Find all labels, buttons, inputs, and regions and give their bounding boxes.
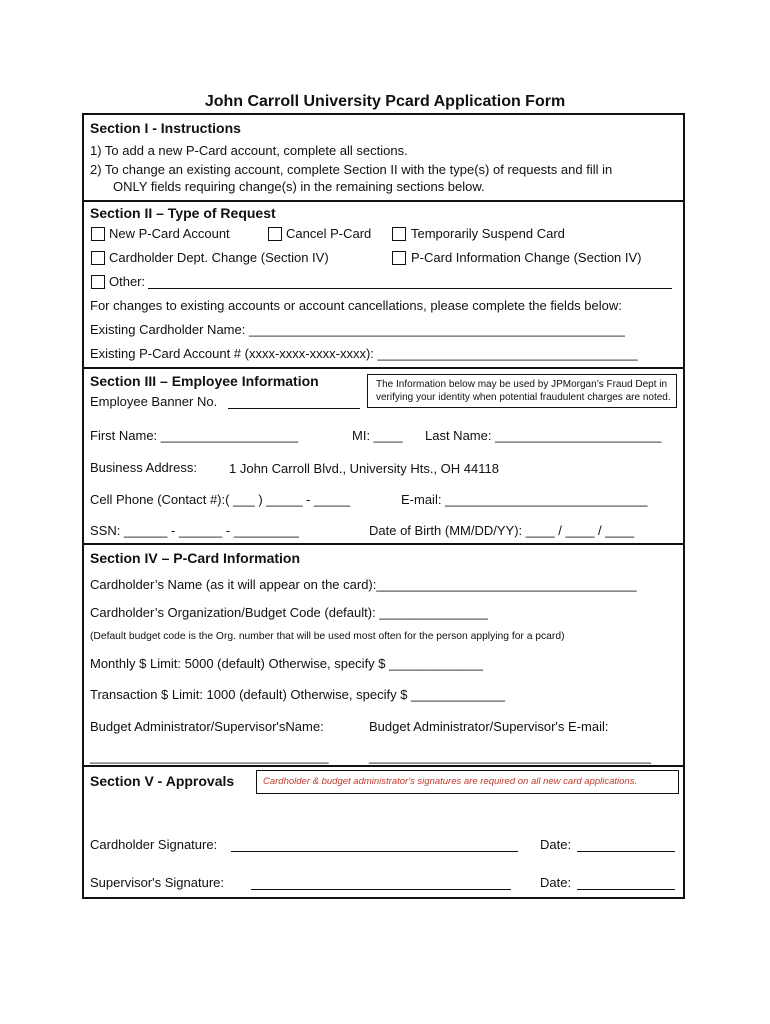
cardholder-date-line[interactable] bbox=[577, 851, 675, 852]
banner-input-line[interactable] bbox=[228, 408, 360, 409]
cancel-pcard-checkbox[interactable] bbox=[268, 227, 282, 241]
cardholder-signature-line[interactable] bbox=[231, 851, 518, 852]
mi-field[interactable]: MI: ____ bbox=[352, 428, 403, 443]
budget-code-note: (Default budget code is the Org. number that will be used most often for the person applying for a pcard) bbox=[90, 631, 565, 642]
info-change-label: P-Card Information Change (Section IV) bbox=[411, 250, 642, 265]
card-name-field[interactable]: Cardholder’s Name (as it will appear on the card):____________________________________ bbox=[90, 577, 637, 592]
supervisor-signature-line[interactable] bbox=[251, 889, 511, 890]
signature-note: Cardholder & budget administrator's signatures are required on all new card applications. bbox=[263, 776, 638, 787]
fraud-note-line2: verifying your identity when potential fraudulent charges are noted. bbox=[376, 392, 671, 403]
address-value: 1 John Carroll Blvd., University Hts., OH 44118 bbox=[229, 461, 499, 476]
section2-heading: Section II – Type of Request bbox=[90, 205, 276, 221]
existing-name-field[interactable]: Existing Cardholder Name: ____________________________________________________ bbox=[90, 322, 625, 337]
ssn-field[interactable]: SSN: ______ - ______ - _________ bbox=[90, 523, 299, 538]
divider-section2 bbox=[82, 200, 685, 202]
cardholder-date-label: Date: bbox=[540, 837, 572, 852]
cancel-pcard-label: Cancel P-Card bbox=[286, 226, 372, 241]
suspend-card-label: Temporarily Suspend Card bbox=[411, 226, 565, 241]
supervisor-date-label: Date: bbox=[540, 875, 572, 890]
info-change-checkbox[interactable] bbox=[392, 251, 406, 265]
dob-field[interactable]: Date of Birth (MM/DD/YY): ____ / ____ / ____ bbox=[369, 523, 635, 538]
other-label: Other: bbox=[109, 274, 146, 289]
cardholder-signature-label: Cardholder Signature: bbox=[90, 837, 218, 852]
instruction-1: 1) To add a new P-Card account, complete all sections. bbox=[90, 143, 408, 158]
section3-heading: Section III – Employee Information bbox=[90, 373, 319, 389]
instruction-2-cont: ONLY fields requiring change(s) in the remaining sections below. bbox=[113, 179, 485, 194]
email-field[interactable]: E-mail: ____________________________ bbox=[401, 492, 648, 507]
dept-change-checkbox[interactable] bbox=[91, 251, 105, 265]
new-pcard-label: New P-Card Account bbox=[109, 226, 230, 241]
admin-name-label: Budget Administrator/Supervisor'sName: bbox=[90, 719, 324, 734]
section1-heading: Section I - Instructions bbox=[90, 120, 241, 136]
transaction-limit-field[interactable]: Transaction $ Limit: 1000 (default) Otherwise, specify $ _____________ bbox=[90, 687, 506, 702]
instruction-2: 2) To change an existing account, complete Section II with the type(s) of requests and fill in bbox=[90, 162, 613, 177]
admin-email-label: Budget Administrator/Supervisor's E-mail: bbox=[369, 719, 609, 734]
other-input-line[interactable] bbox=[148, 288, 672, 289]
supervisor-date-line[interactable] bbox=[577, 889, 675, 890]
section5-heading: Section V - Approvals bbox=[90, 773, 235, 789]
fraud-note-box bbox=[367, 374, 677, 408]
divider-section4 bbox=[82, 543, 685, 545]
admin-email-line[interactable]: _______________________________________ bbox=[369, 749, 651, 764]
divider-section5 bbox=[82, 765, 685, 767]
signature-note-box bbox=[256, 770, 679, 794]
divider-section3 bbox=[82, 367, 685, 369]
address-label: Business Address: bbox=[90, 460, 197, 475]
dept-change-label: Cardholder Dept. Change (Section IV) bbox=[109, 250, 329, 265]
existing-account-field[interactable]: Existing P-Card Account # (xxxx-xxxx-xxxx-xxxx): ____________________________________ bbox=[90, 346, 638, 361]
fraud-note-line1: The Information below may be used by JPMorgan’s Fraud Dept in bbox=[376, 379, 668, 390]
other-checkbox[interactable] bbox=[91, 275, 105, 289]
supervisor-signature-label: Supervisor's Signature: bbox=[90, 875, 224, 890]
monthly-limit-field[interactable]: Monthly $ Limit: 5000 (default) Otherwise, specify $ _____________ bbox=[90, 656, 484, 671]
first-name-field[interactable]: First Name: ___________________ bbox=[90, 428, 299, 443]
page-title: John Carroll University Pcard Application Form bbox=[204, 93, 566, 110]
changes-note: For changes to existing accounts or account cancellations, please complete the fields below: bbox=[90, 298, 622, 313]
budget-code-field[interactable]: Cardholder’s Organization/Budget Code (default): _______________ bbox=[90, 605, 488, 620]
suspend-card-checkbox[interactable] bbox=[392, 227, 406, 241]
cell-phone-field[interactable]: Cell Phone (Contact #):( ___ ) _____ - _____ bbox=[90, 492, 351, 507]
admin-name-line[interactable]: _________________________________ bbox=[90, 749, 329, 764]
last-name-field[interactable]: Last Name: _______________________ bbox=[425, 428, 662, 443]
section4-heading: Section IV – P-Card Information bbox=[90, 550, 301, 566]
new-pcard-checkbox[interactable] bbox=[91, 227, 105, 241]
banner-label: Employee Banner No. bbox=[90, 394, 218, 409]
